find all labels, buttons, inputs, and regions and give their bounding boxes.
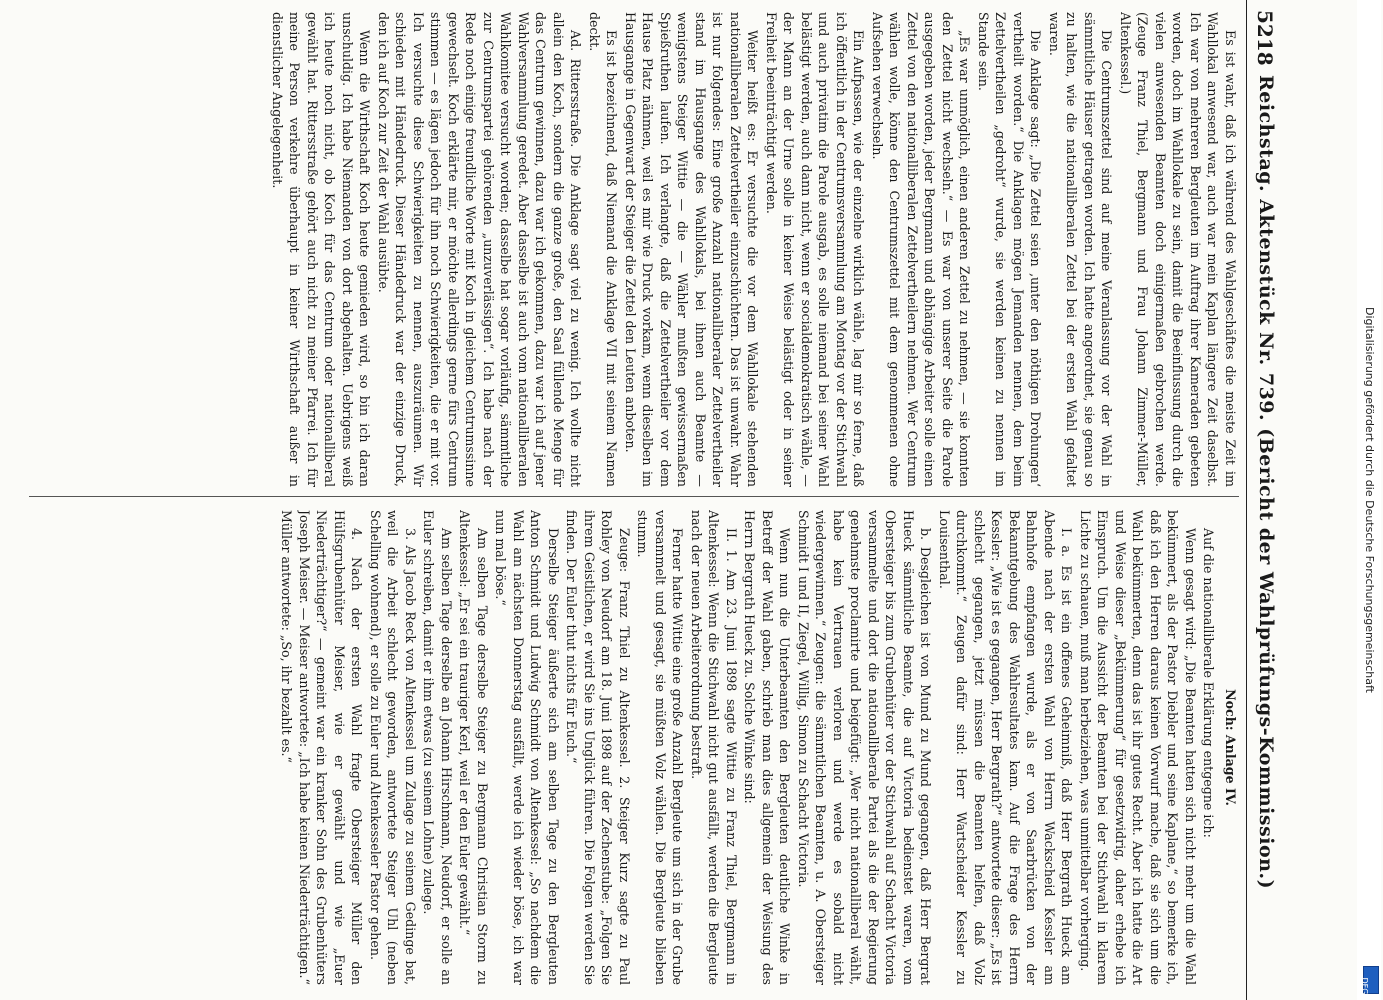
paragraph: Weiter heißt es: Er versuchte die vor dem Wahllokale stehenden nationalliberalen Zettelvertheiler einzuschüchtern. Das ist unwahr. Wahr ist nur folgendes: Eine große Anzahl nationalliberaler Zettelvertheiler stand im Hausgange des Wahllokals, bei ihnen auch Beamte — wenigstens Steiger Wittie — die — Wähler mußten gewissermaßen Spießruthen laufen. Ich verlangte, daß die Zettelvertheiler vor dem Hause Platz nähmen, weil es mir wie Druck vorkam, wenn dieselben im Hausgange in Gegenwart der Steiger die Zettel den Leuten anboten. [623,12,761,487]
paragraph: Es ist wahr, daß ich während des Wahlgeschäftes die meiste Zeit im Wahllokal anwesend war, auch war mein Kaplan längere Zeit daselbst. Ich war von mehreren Bergleuten im Auftrag ihrer Kameraden gebeten worden, doch im Wahllokale zu sein, damit die Beeinflussung durch die vielen anwesenden Beamten doch einigermaßen gebrochen werde. (Zeuge Franz Thiel, Bergmann und Frau Johann Zimmer-Müller, Altenkessel.) [1118,12,1238,487]
paragraph: Die Anklage sagt: „Die Zettel seien ‚unter den nöthigen Drohungen‘ vertheilt worden.“ Die Anklagen mögen Jemanden nennen, dem beim Zettelvertheilen „gedroht“ wurde, sie werden keinen zu nennen im Stande sein. [976,12,1044,487]
column-right [29,510,1239,985]
paragraph: Es ist bezeichnend, daß Niemand die Anklage VII mit seinem Namen deckt. [587,12,620,487]
dfg-logo-icon [1360,966,1379,995]
paragraph: Wenn nun die Unterbeamten den Bergleuten deutliche Winke in Betreff der Wahl gaben, schrieb man dies allgemein der Weisung des Herrn Bergrath Hueck zu. Solche Winke sind: [742,510,793,985]
paragraph: „Es war unmöglich, einen anderen Zettel zu nehmen, — sie konnten den Zettel nicht wechseln.“ — Es war von unserer Seite die Parole ausgegeben worden, jeder Bergmann und abhängige Arbeiter solle einen Zettel von den nationalliberalen Zettelvertheilern nehmen. Wer Centrum wählen wolle, könne den Centrumszettel mit dem genommenen ohne Aufsehen verwechseln. [870,12,973,487]
paragraph: Die Centrumszettel sind auf meine Veranlassung vor der Wahl in sämmtliche Häuser getragen worden. Ich hatte angeordnet, sie genau so zu halten, wie die nationalliberalen Zettel bei der ersten Wahl gefaltet waren. [1047,12,1115,487]
paragraph: II. 1. Am 23. Juni 1898 sagte Wittie zu Franz Thiel, Bergmann in Altenkessel: Wenn die Stichwahl nicht gut ausfällt, werden die Bergleute nach der neuen Arbeiterordnung bestraft. [689,510,739,985]
paragraph: Ferner hatte Wittie eine große Anzahl Bergleute um sich in der Grube versammelt und gesagt, sie müßten Volz wählen. Die Bergleute blieben stumm. [635,510,686,985]
digitization-strip [1357,0,1381,1000]
digitization-note: Digitalisierung gefördert durch die Deutsche Forschungsgemeinschaft [1363,307,1376,693]
dfg-logo-text: DFG [1360,977,1369,995]
column-left [29,12,1239,487]
paragraph: Auf die nationalliberale Erklärung entgegne ich: [1201,528,1217,838]
page-header [1246,0,1283,1000]
paragraph: Am selben Tage derselbe an Johann Hirschmann, Neudorf, er solle an Euler schreiben, damit er ihm etwas (zu seinem Lohne) zulege. [421,510,454,985]
paragraph: Ad. Rittersstraße. Die Anklage sagt viel zu wenig. Ich wollte nicht allein den Koch, sondern die ganze große, den Saal füllende Menge für das Centrum gewinnen, dazu war ich gekommen, dazu war ich auf jener Wahlversammlung geredet. Aber dasselbe ist auch vom nationalliberalen Wahlkomitee versucht worden; dasselbe hat sogar vorläufig, sämmtliche zur Centrumspartei gehörenden „unzuverlässigen“. Ich habe nach der Rede noch einige freundliche Worte mit Koch in gleichem Centrumssinne gewechselt. Koch erklärte mir, er möchte allerdings gerne fürs Centrum stimmen — es lägen jedoch für ihn noch Schwierigkeiten, die er mit vor. Ich versuchte diese Schwierigkeiten zu nennen, auszuräumen. Wir schieden mit Händedruck. Dieser Händedruck war der einzige Druck, den ich auf Koch zur Zeit der Wahl ausübte. [376,12,584,487]
rotated-page-content [13,0,1283,1000]
paragraph: Wenn die Wirthschaft Koch heute gemieden wird, so bin ich daran unschuldig. Ich habe Niemanden von dort abgehalten. Uebrigens weiß ich heute noch nicht, ob Koch für das Centrum oder nationalliberal gewählt hat. Rittersstraße gehört auch nicht zu meiner Pfarrei. Ich für meine Person verkehre überhaupt in keiner Wirthschaft außer in dienstlicher Angelegenheit. [270,12,373,487]
paragraph: 4. Nach der ersten Wahl fragte Obersteiger Müller den Hülfsgrubenhüter Meiser, wie er gewählt und wie „Euer Niederträchtiger?“ — gemeint war ein kranker Sohn des Grubenhüters Joseph Meiser. — Meiser antwortete: „Ich habe keinen Niederträchtigen.“ Müller antwortete: „So, ihr bezahlt es.“ [279,510,365,985]
page-number: 5218 [1253,10,1277,66]
paragraph: b. Desgleichen ist von Mund zu Mund gegangen, daß Herr Bergrat Hueck sämmtliche Beamte, die auf Victoria bedienstet waren, vom Obersteiger bis zum Grubenhüter vor der Stichwahl auf Schacht Victoria versammelte und dort die nationalliberale Partei als die der Regierung genehmste proclamirte und beigefügt: „Wer nicht nationalliberal wählt, habe kein Vertrauen verloren und werde es sobald nicht wiedergewinnen.“ Zeugen: die sämmtlichen Beamten, u. A. Obersteiger Schmidt I und II, Ziegel, Willig, Simon zu Schacht Victoria. [796,510,934,985]
paragraph: Zeuge: Franz Thiel zu Altenkessel. 2. Steiger Kurz sagte zu Paul Rohley von Neudorf am 18. Juni 1898 auf der Zechenstube: „Folgen Sie ihrem Geistlichen, er wird Sie ins Unglück führen. Die Folgen werden Sie finden. Der Euler thut nichts für Euch.“ [564,510,632,985]
paragraph: Ein Aufpassen, wie der einzelne wirklich wähle, lag mir so ferne, daß ich öffentlich in der Centrumsversammlung am Montag vor der Stichwahl und auch privatim die Parole ausgab, es solle niemand bei seiner Wahl belästigt werden, auch dann nicht, wenn er socialdemokratisch wähle, — der Mann an der Urne solle in keiner Weise belästigt oder in seiner Freiheit beeinträchtigt werden. [764,12,867,487]
paragraph: 3. Als Jacob Reck von Altenkessel um Zulage zu seinem Gedinge bat, weil die Arbeit schlecht geworden, antwortete Steiger Uhl (neben Schelling wohnend), er solle zu Euler und Altenkesseler Pastor gehen. [368,510,418,985]
paragraph: Wenn gesagt wird: „Die Beamten hatten sich nicht mehr um die Wahl bekümmert, als der Pastor Diebler und seine Kaplane,“ so bemerke ich, daß ich den Herren daraus keinen Vorwurf mache, daß sie sich um die Wahl bekümmerten, denn das ist ihr gutes Recht. Aber ich hatte die Art und Weise dieser „Bekümmerung“ für gesetzwidrig, daher erhebe ich Einspruch. Um die Aussicht der Beamten bei der Stichwahl in klarem Lichte zu schauen, muß man herbeiziehen, was unmittelbar vorherging. [1078,510,1198,985]
paragraph: I. a. Es ist ein offenes Geheimniß, daß Herr Bergrath Hueck am Abende nach der ersten Wahl von Herrn Wackscheid Kessler am Bahnhofe empfangen wurde, als er von Saarbrücken von der Bekanntgebung des Wahlresultates kam. Auf die Frage des Herrn Kessler: „Wie ist es gegangen, Herr Bergrath?“ antwortete dieser: „Es ist schlecht gegangen, jetzt müssen die Beamten helfen, daß Volz durchkommt.“ Zeugen dafür sind: Herr Wartscheider Kessler zu Louisenthal. [937,510,1075,985]
paragraph: Derselbe Steiger äußerte sich am selben Tage zu den Bergleuten Anton Schmidt und Ludwig Schmidt von Altenkessel: „So nachdem die Wahl am nächsten Donnerstag ausfällt, werde ich wieder böse, ich war nun mal böse.“ [493,510,561,985]
section-heading: Noch: Anlage IV. [1223,689,1238,806]
column-divider [29,496,1239,497]
page-title: Reichstag. Aktenstück Nr. 739. (Bericht der Wahlprüfungs-Kommission.) [1255,75,1277,890]
paragraph: Am selben Tage derselbe Steiger zu Bergmann Christian Storm zu Altenkessel: „Er sei ein trauriger Kerl, weil er den Euler gewählt.“ [457,510,490,985]
